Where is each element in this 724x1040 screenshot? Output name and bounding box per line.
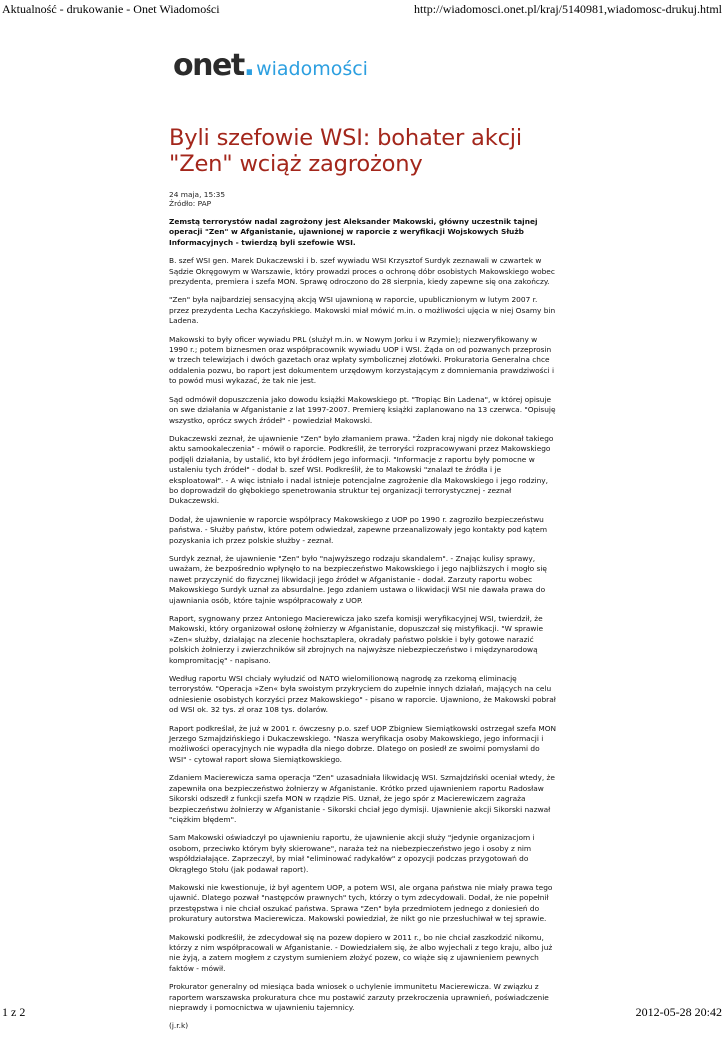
article-paragraph: Surdyk zeznał, że ujawnienie "Zen" było "najwyższego rodzaju skandalem". - Znając kulisy sprawy, uważam, że bezpośrednio wpłynęło to na bezpieczeństwo Makowskiego i jego najbliższych i mogło się nawet przyczynić do fizycznej likwidacji jego źródeł w Afganistanie - dodał. Zarzuty raportu wobec Makowskiego Surdyk uznał za absurdalne. Jego zdaniem ustawa o likwidacji WSI nie dawała prawa do ujawniania osób, które tajnie współpracowały z UOP. — [169, 553, 547, 605]
print-header — [2, 2, 722, 17]
article-paragraph: B. szef WSI gen. Marek Dukaczewski i b. szef wywiadu WSI Krzysztof Surdyk zeznawali w czwartek w Sądzie Okręgowym w Warszawie, który prowadzi proces o ochronę dóbr osobistych Makowskiego wobec prezydenta, premiera i szefa MON. Sprawę odroczono do 28 sierpnia, kiedy zapewne się ona zakończy. — [169, 256, 555, 287]
article-paragraph: Prokurator generalny od miesiąca bada wniosek o uchylenie immunitetu Macierewicza. W związku z raportem warszawska prokuratura chce mu postawić zarzuty przekroczenia uprawnień, poświadczenie nieprawdy i pomocnictwa w ujawnieniu tajemnicy. — [169, 982, 549, 1012]
article-paragraph: Raport, sygnowany przez Antoniego Macierewicza jako szefa komisji weryfikacyjnej WSI, twierdził, że Makowski, który organizował osłonę żołnierzy w Afganistanie, dopuszczał się mistyfikacji. "W sprawie »Zen« służby, działając na zlecenie hochsztaplera, okradały państwo polskie i były gotowe narazić polskich żołnierzy i zwierzchników sił zbrojnych na najwyższe niebezpieczeństwo i międzynarodową kompromitację" - napisano. — [169, 614, 544, 665]
print-header-url: http://wiadomosci.onet.pl/kraj/5140981,wiadomosc-drukuj.html — [414, 2, 722, 16]
logo-section: wiadomości — [256, 58, 368, 80]
article-paragraph: Zdaniem Macierewicza sama operacja "Zen" uzasadniała likwidację WSI. Szmajdziński oceniał wtedy, że zapewniła ona bezpieczeństwo żołnierzy w Afganistanie. Krótko przed ujawnieniem raportu Radosław Sikorski odszedł z funkcji szefa MON w rządzie PiS. Uznał, że jego spór z Macierewiczem zagraża bezpieczeństwu żołnierzy w Afganistanie - Sikorski chciał jego dymisji. Ujawnienie akcji Sikorski nazwał "ciężkim błędem". — [169, 773, 555, 824]
article-source: Źródło: PAP — [169, 199, 212, 208]
logo-brand: onet — [173, 48, 244, 83]
article-paragraph: Dukaczewski zeznał, że ujawnienie "Zen" było złamaniem prawa. "Żaden kraj nigdy nie dokonał takiego aktu samookaleczenia" - mówił o raporcie. Podkreślił, że terroryści rozpracowywani przez Makowskiego podjęli działania, by ustalić, kto był źródłem jego informacji. "Informacje z raportu były pomocne w ustaleniu tych źródeł" - dodał b. szef WSI. Podkreślił, że to Makowski "znalazł te źródła i je eksploatował". - A więc istniało i nadal istnieje potencjalne zagrożenie dla Makowskiego i jego rodziny, bo doprowadził do głębokiego spenetrowania struktur tej organizacji terrorystycznej - zeznał Dukaczewski. — [169, 433, 554, 506]
article-paragraph: Dodał, że ujawnienie w raporcie współpracy Makowskiego z UOP po 1990 r. zagroziło bezpieczeństwu państwa. - Służby państw, które potem odwiedzał, zapewne przeanalizowały jego kontakty pod kątem pozyskania ich przez polskie służby - zeznał. — [169, 514, 548, 545]
logo-dot: . — [243, 48, 256, 83]
article-lead: Zemstą terrorystów nadal zagrożony jest Aleksander Makowski, główny uczestnik tajnej operacji "Zen" w Afganistanie, ujawnionej w raporcie z weryfikacji Wojskowych Służb Informacyjnych - twierdzą byli szefowie WSI. — [169, 217, 538, 247]
article-paragraph: Makowski nie kwestionuje, iż był agentem UOP, a potem WSI, ale organa państwa nie miały prawa tego ujawnić. Dlatego pozwał "następców prawnych" tych, którzy o tym zdecydowali. Dodał, że nie popełnił przestępstwa i nie chciał oszukać państwa. Sprawa "Zen" była przedmiotem jednego z doniesień do prokuratury autorstwa Macierewicza. Makowski powiedział, że nikt go nie przesłuchiwał w tej sprawie. — [169, 882, 553, 924]
article-signature: (j.r.k) — [169, 1021, 189, 1031]
article-date: 24 maja, 15:35 — [169, 190, 226, 199]
onet-wiadomosci-logo[interactable] — [173, 48, 368, 83]
print-timestamp: 2012-05-28 20:42 — [635, 1005, 722, 1019]
print-header-title: Aktualność - drukowanie - Onet Wiadomości — [2, 2, 220, 16]
article-title: Byli szefowie WSI: bohater akcji "Zen" wciąż zagrożony — [169, 125, 522, 177]
print-footer — [2, 1005, 722, 1020]
article-paragraph: Sąd odmówił dopuszczenia jako dowodu książki Makowskiego pt. "Tropiąc Bin Ladena", w której opisuje on swe działania w Afganistanie z lat 1997-2007. Premierę książki zaplanowano na 13 czerwca. "Opisuję wszystko, oprócz swych źródeł" - powiedział Makowski. — [169, 394, 556, 425]
article-paragraph: Makowski to były oficer wywiadu PRL (służył m.in. w Nowym Jorku i w Rzymie); niezweryfikowany w 1990 r.; potem biznesmen oraz współpracownik wywiadu UOP i WSI. Żąda on od pozwanych przeprosin w trzech telewizjach i dwóch gazetach oraz wpłaty symbolicznej złotówki. Prokuratoria Generalna chce oddalenia pozwu, bo raport jest dokumentem urzędowym korzystającym z domniemania prawdziwości i to powód musi wykazać, że tak nie jest. — [169, 334, 555, 386]
page-counter: 1 z 2 — [2, 1005, 26, 1019]
article-meta — [169, 190, 557, 208]
article-paragraph: Makowski podkreślił, że zdecydował się na pozew dopiero w 2011 r., bo nie chciał zaszkodzić nikomu, którzy z nim współpracowali w Afganistanie. - Dowiedziałem się, że albo wyjechali z tego kraju, albo już nie żyją, a zatem mogłem z czystym sumieniem złożyć pozew, co wiąże się z ujawnieniem pewnych faktów - mówił. — [169, 932, 553, 973]
article-paragraph: "Zen" była najbardziej sensacyjną akcją WSI ujawnioną w raporcie, upublicznionym w lutym 2007 r. przez prezydenta Lecha Kaczyńskiego. Makowski miał mówić m.in. o możliwości ujęcia w niej Osamy bin Ladena. — [169, 295, 556, 326]
article — [169, 125, 557, 1040]
article-paragraph: Według raportu WSI chciały wyłudzić od NATO wielomilionową nagrodę za rzekomą eliminację terrorystów. "Operacja »Zen« była swoistym przykryciem do zupełnie innych działań, mających na celu odniesienie osobistych korzyści przez Makowskiego" - pisano w raporcie. Ujawniono, że Makowski pobrał od WSI ok. 32 tys. zł oraz 108 tys. dolarów. — [169, 674, 556, 715]
article-paragraph: Sam Makowski oświadczył po ujawnieniu raportu, że ujawnienie akcji służy "jedynie organizacjom i osobom, przeciwko którym były skierowane", naraża też na niebezpieczeństwo jego i osoby z nim współdziałające. Zaprzeczył, by miał "eliminować radykałów" z opozycji podczas przygotowań do Okrągłego Stołu (jak podawał raport). — [169, 833, 535, 874]
article-paragraph: Raport podkreślał, że już w 2001 r. ówczesny p.o. szef UOP Zbigniew Siemiątkowski ostrzegał szefa MON Jerzego Szmajdzińskiego i Dukaczewskiego. "Nasza weryfikacja osoby Makowskiego, jego informacji i możliwości operacyjnych nie wypadła dla niego dobrze. Dlatego on posiedł ze swoimi pomysłami do WSI" - cytował raport słowa Siemiątkowskiego. — [169, 723, 557, 764]
